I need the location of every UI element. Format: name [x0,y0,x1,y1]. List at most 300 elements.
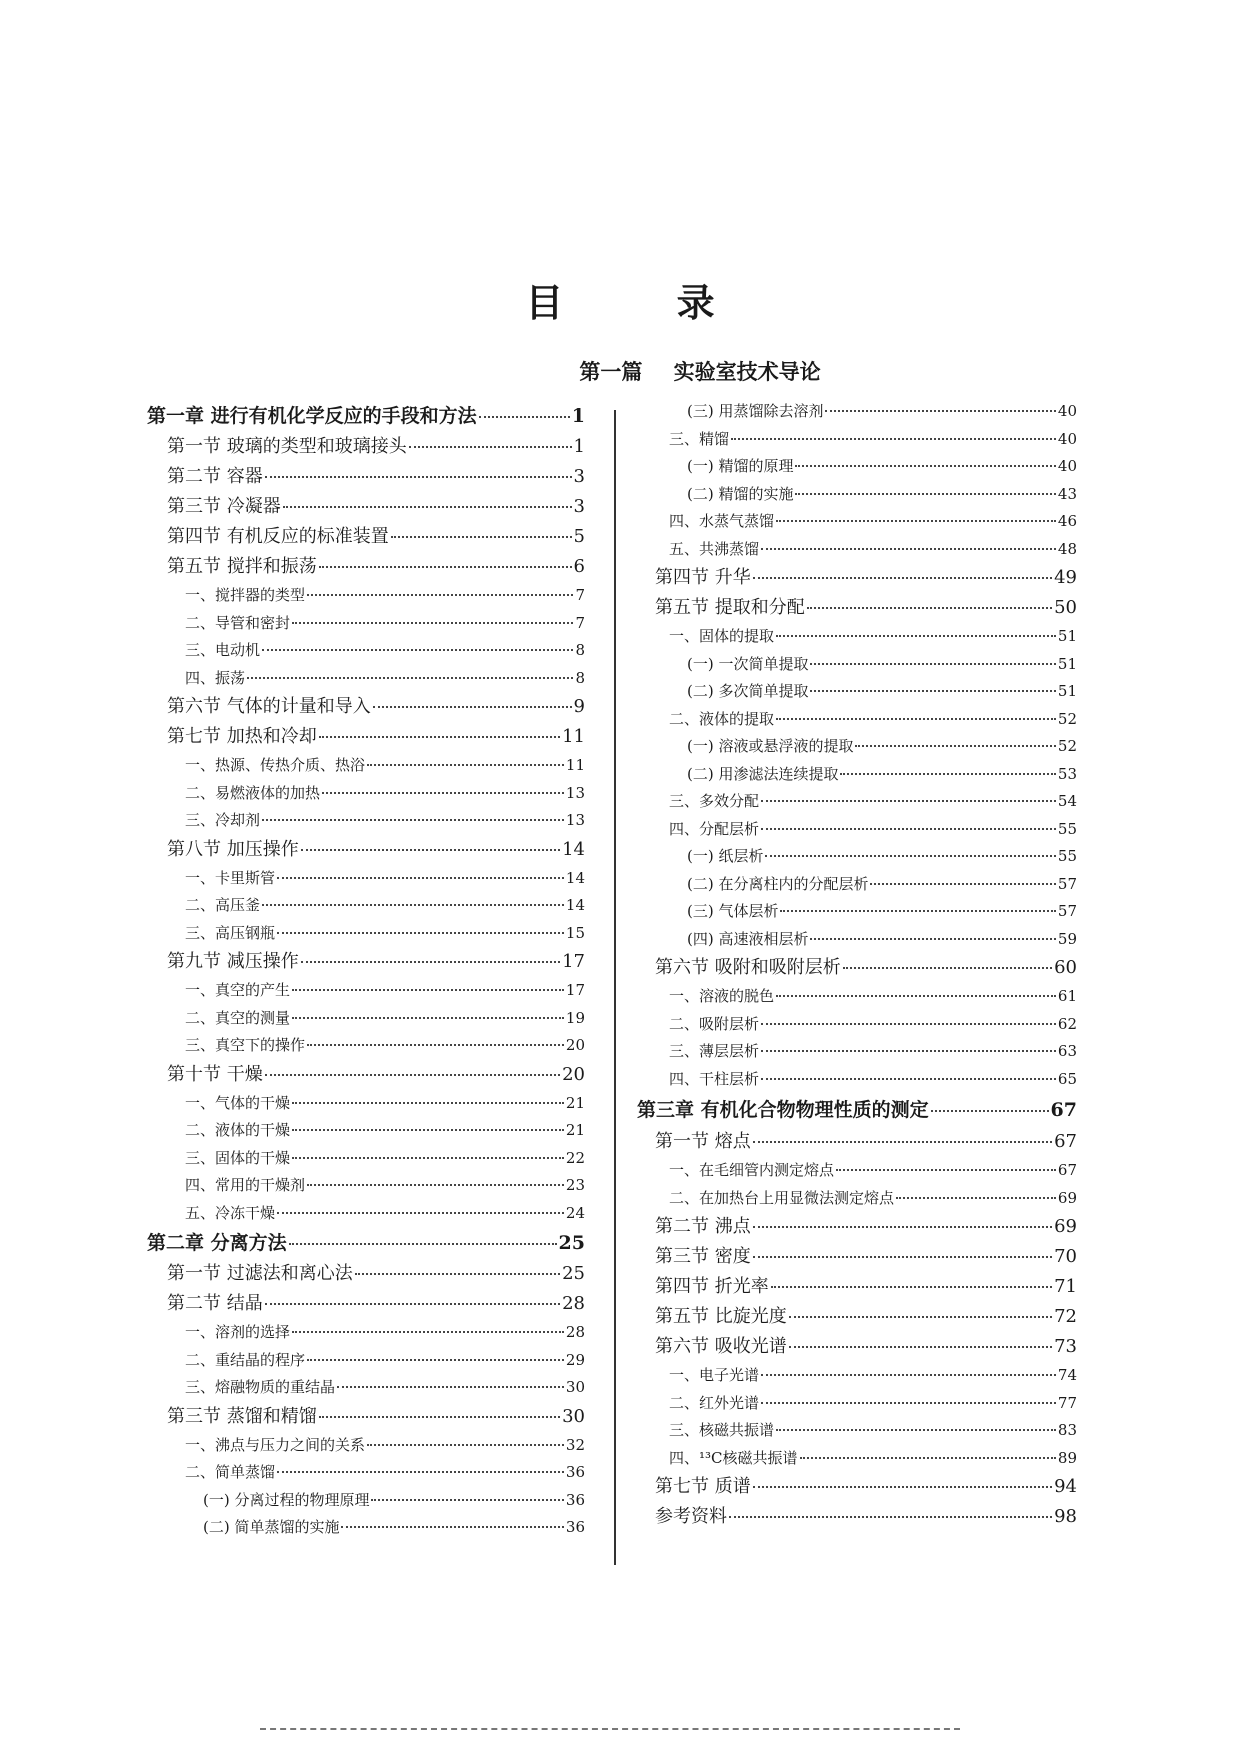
toc-entry-section[interactable] [147,432,585,462]
toc-entry-label: (一) 纸层析 [687,847,764,865]
toc-entry-label: 二、吸附层析 [669,1014,760,1033]
toc-entry-label: 一、卡里斯管 [185,868,276,887]
toc-entry-label: 三、多效分配 [669,792,760,810]
toc-entry-page-number: 51 [1057,682,1077,700]
toc-entry-sub[interactable] [147,1032,585,1060]
toc-entry-label: 第五节 提取和分配 [655,597,805,618]
dot-leader [761,1374,1056,1376]
toc-entry-page-number: 89 [1057,1448,1077,1467]
toc-entry-label: 三、熔融物质的重结晶 [185,1378,336,1396]
dot-leader [307,1044,564,1046]
toc-entry-page-number: 32 [565,1435,585,1454]
dot-leader [262,904,564,906]
toc-entry-label: 四、水蒸气蒸馏 [669,512,775,530]
toc-entry-page-number: 70 [1054,1246,1077,1267]
toc-entry-page-number: 36 [565,1490,585,1509]
dot-leader [341,1526,563,1528]
toc-entry-section[interactable] [637,1302,1077,1332]
toc-entry-chapter[interactable] [637,1093,1077,1127]
dot-leader [307,1359,564,1361]
toc-entry-sub[interactable] [637,1185,1077,1213]
dot-leader [371,1499,563,1501]
toc-entry-page-number: 43 [1057,484,1077,503]
toc-entry-section[interactable] [147,835,585,865]
toc-entry-label: 第六节 吸收光谱 [655,1336,787,1357]
toc-entry-page-number: 55 [1057,847,1077,865]
toc-entry-sub[interactable] [147,582,585,610]
toc-entry-page-number: 21 [565,1121,585,1139]
dot-leader [795,465,1055,467]
toc-entry-page-number: 8 [575,641,585,659]
toc-entry-page-number: 63 [1057,1042,1077,1060]
toc-entry-page-number: 53 [1057,764,1077,783]
dot-leader [753,577,1052,579]
dot-leader [265,476,572,478]
dot-leader [262,819,564,821]
toc-entry-label: 第三节 密度 [655,1246,751,1267]
toc-entry-label: 三、精馏 [669,429,730,448]
toc-entry-page-number: 73 [1054,1336,1077,1357]
toc-entry-sub[interactable] [637,536,1077,564]
toc-entry-page-number: 36 [565,1518,585,1536]
toc-entry-label: (二) 在分离柱内的分配层析 [687,874,869,893]
dot-leader [800,1457,1056,1459]
dot-leader [870,883,1055,885]
toc-entry-label: 四、干柱层析 [669,1069,760,1088]
toc-entry-sub[interactable] [637,1066,1077,1094]
dot-leader [262,649,573,651]
toc-entry-section[interactable] [147,492,585,522]
toc-entry-label: 第二章 分离方法 [147,1232,287,1254]
toc-entry-label: 四、常用的干燥剂 [185,1176,306,1194]
toc-entry-sub[interactable] [637,426,1077,454]
toc-entry-page-number: 24 [565,1203,585,1222]
toc-entry-label: 三、电动机 [185,641,261,659]
toc-entry-section[interactable] [637,593,1077,623]
toc-entry-page-number: 51 [1057,654,1077,673]
toc-entry-subsub[interactable] [637,871,1077,899]
toc-entry-section[interactable] [637,953,1077,983]
dot-leader [367,764,564,766]
toc-entry-page-number: 69 [1054,1216,1077,1237]
toc-entry-page-number: 3 [573,466,585,487]
toc-entry-label: 第三节 蒸馏和精馏 [167,1405,317,1427]
toc-entry-subsub[interactable] [147,1487,585,1515]
toc-entry-page-number: 17 [562,951,585,972]
toc-entry-section[interactable] [147,1402,585,1432]
toc-entry-label: (三) 用蒸馏除去溶剂 [687,402,824,420]
toc-entry-label: 一、气体的干燥 [185,1093,291,1112]
toc-entry-sub[interactable] [637,816,1077,844]
toc-entry-label: 五、冷冻干燥 [185,1203,276,1222]
toc-entry-subsub[interactable] [637,481,1077,509]
toc-entry-subsub[interactable] [637,651,1077,679]
dot-leader [810,938,1055,940]
toc-entry-page-number: 98 [1054,1506,1077,1527]
toc-entry-label: 第三节 冷凝器 [167,496,281,517]
toc-entry-sub[interactable] [147,1374,585,1402]
toc-entry-label: (一) 精馏的原理 [687,457,794,475]
toc-entry-section[interactable] [147,552,585,582]
toc-entry-page-number: 5 [573,526,585,547]
toc-entry-label: 二、真空的测量 [185,1008,291,1027]
toc-entry-label: 一、在毛细管内测定熔点 [669,1161,835,1179]
dot-leader [289,1243,557,1245]
toc-left-column [147,400,585,1542]
dot-leader [753,1486,1052,1488]
toc-entry-page-number: 22 [565,1148,585,1167]
toc-entry-page-number: 6 [573,556,585,577]
toc-entry-sub[interactable] [147,1117,585,1145]
dot-leader [761,1078,1056,1080]
toc-entry-label: 二、导管和密封 [185,613,291,632]
dot-leader [322,792,564,794]
toc-entry-page-number: 1 [571,405,585,427]
toc-entry-page-number: 25 [558,1232,585,1254]
toc-entry-page-number: 49 [1054,567,1077,588]
toc-entry-page-number: 55 [1057,819,1077,838]
toc-entry-section[interactable] [637,1212,1077,1242]
toc-entry-page-number: 30 [565,1378,585,1396]
toc-entry-sub[interactable] [147,1347,585,1375]
dot-leader [810,690,1055,692]
dot-leader [391,536,572,538]
toc-entry-page-number: 60 [1054,957,1077,978]
toc-entry-label: 第八节 加压操作 [167,838,299,860]
toc-entry-page-number: 40 [1057,402,1077,420]
toc-entry-sub[interactable] [147,1459,585,1487]
toc-entry-label: 第七节 质谱 [655,1476,751,1497]
toc-entry-sub[interactable] [147,892,585,920]
toc-entry-section[interactable] [637,1332,1077,1362]
toc-entry-section[interactable] [147,1259,585,1289]
toc-entry-subsub[interactable] [637,898,1077,926]
toc-entry-page-number: 7 [575,613,585,632]
toc-entry-label: 二、易燃液体的加热 [185,783,321,802]
toc-entry-sub[interactable] [637,1445,1077,1473]
toc-entry-label: (二) 用渗滤法连续提取 [687,764,839,783]
toc-entry-section[interactable] [637,1242,1077,1272]
toc-entry-label: 一、真空的产生 [185,981,291,999]
toc-entry-sub[interactable] [637,983,1077,1011]
dot-leader [776,718,1056,720]
toc-entry-page-number: 13 [565,811,585,829]
toc-entry-sub[interactable] [147,1090,585,1118]
toc-entry-page-number: 40 [1057,429,1077,448]
toc-entry-sub[interactable] [637,788,1077,816]
toc-entry-page-number: 29 [565,1350,585,1369]
toc-entry-label: 第一节 玻璃的类型和玻璃接头 [167,436,407,457]
toc-entry-page-number: 48 [1057,539,1077,558]
toc-entry-page-number: 69 [1057,1188,1077,1207]
toc-entry-page-number: 28 [562,1293,585,1314]
toc-entry-sub[interactable] [637,1157,1077,1185]
dot-leader [761,548,1056,550]
dot-leader [843,967,1052,969]
toc-entry-section[interactable] [147,1060,585,1090]
toc-entry-label: 第一章 进行有机化学反应的手段和方法 [147,405,477,427]
toc-entry-page-number: 11 [562,726,585,747]
toc-entry-label: 第四节 折光率 [655,1276,769,1297]
dot-leader [731,438,1056,440]
toc-entry-page-number: 50 [1054,597,1077,618]
toc-entry-sub[interactable] [637,508,1077,536]
toc-entry-label: (二) 多次简单提取 [687,682,809,700]
toc-entry-subsub[interactable] [637,926,1077,954]
toc-entry-page-number: 30 [562,1405,585,1427]
dot-leader [896,1197,1056,1199]
toc-entry-section[interactable] [147,1289,585,1319]
toc-entry-page-number: 14 [565,896,585,914]
toc-entry-label: 第六节 吸附和吸附层析 [655,957,841,978]
toc-entry-subsub[interactable] [637,761,1077,789]
toc-entry-sub[interactable] [147,1172,585,1200]
toc-entry-label: 第四节 有机反应的标准装置 [167,526,389,547]
toc-entry-label: 一、固体的提取 [669,627,775,645]
toc-entry-section[interactable] [637,1472,1077,1502]
dot-leader [761,800,1056,802]
toc-entry-label: 二、红外光谱 [669,1393,760,1412]
toc-entry-sub[interactable] [147,610,585,638]
footer-rule [260,1728,960,1730]
dot-leader [277,932,564,934]
toc-entry-sub[interactable] [147,865,585,893]
toc-entry-label: 第六节 气体的计量和导入 [167,696,371,717]
toc-entry-label: 第七节 加热和冷却 [167,726,317,747]
dot-leader [789,1346,1052,1348]
toc-entry-chapter[interactable] [147,1227,585,1259]
column-divider [614,410,616,1565]
dot-leader [292,622,573,624]
toc-entry-sub[interactable] [637,1362,1077,1390]
toc-entry-section[interactable] [147,522,585,552]
dot-leader [729,1516,1052,1518]
toc-entry-sub[interactable] [637,1038,1077,1066]
toc-entry-label: 第一节 过滤法和离心法 [167,1263,353,1284]
toc-entry-page-number: 57 [1057,902,1077,920]
toc-entry-label: 第二节 沸点 [655,1216,751,1237]
toc-entry-subsub[interactable] [637,398,1077,426]
toc-entry-page-number: 23 [565,1176,585,1194]
toc-entry-page-number: 9 [573,696,585,717]
toc-entry-sub[interactable] [147,807,585,835]
toc-entry-label: 第一节 熔点 [655,1131,751,1152]
toc-entry-sub[interactable] [637,1417,1077,1445]
dot-leader [301,849,560,851]
dot-leader [825,410,1055,412]
toc-entry-sub[interactable] [147,780,585,808]
toc-entry-label: 一、搅拌器的类型 [185,586,306,604]
toc-entry-page-number: 28 [565,1323,585,1341]
toc-entry-label: 一、电子光谱 [669,1366,760,1384]
toc-entry-label: 二、重结晶的程序 [185,1350,306,1369]
toc-entry-label: 四、振荡 [185,668,246,687]
toc-entry-sub[interactable] [637,623,1077,651]
dot-leader [776,995,1056,997]
dot-leader [810,663,1055,665]
dot-leader [292,1102,564,1104]
toc-entry-sub[interactable] [637,706,1077,734]
toc-entry-label: (一) 分离过程的物理原理 [203,1490,370,1509]
toc-entry-label: 二、高压釜 [185,896,261,914]
toc-entry-section[interactable] [637,1127,1077,1157]
dot-leader [307,1184,564,1186]
toc-entry-chapter[interactable] [147,400,585,432]
dot-leader [283,506,572,508]
dot-leader [337,1386,564,1388]
toc-entry-sub[interactable] [147,977,585,1005]
dot-leader [409,446,572,448]
toc-entry-label: 二、液体的干燥 [185,1121,291,1139]
toc-entry-page-number: 36 [565,1463,585,1481]
toc-entry-section[interactable] [147,692,585,722]
toc-entry-page-number: 15 [565,923,585,942]
dot-leader [277,877,564,879]
toc-entry-sub[interactable] [147,1200,585,1228]
toc-entry-page-number: 14 [565,868,585,887]
dot-leader [367,1444,564,1446]
toc-entry-page-number: 1 [573,436,585,457]
toc-entry-page-number: 83 [1057,1421,1077,1439]
toc-entry-page-number: 51 [1057,627,1077,645]
toc-entry-label: 二、简单蒸馏 [185,1463,276,1481]
toc-entry-label: 三、高压钢瓶 [185,923,276,942]
toc-entry-page-number: 71 [1054,1276,1077,1297]
toc-entry-label: (二) 简单蒸馏的实施 [203,1518,340,1536]
toc-entry-section[interactable] [147,722,585,752]
dot-leader [319,566,572,568]
toc-entry-page-number: 3 [573,496,585,517]
toc-entry-section[interactable] [147,462,585,492]
toc-entry-page-number: 74 [1057,1366,1077,1384]
dot-leader [307,594,573,596]
dot-leader [292,1331,564,1333]
toc-entry-subsub[interactable] [637,733,1077,761]
dot-leader [292,1017,564,1019]
toc-entry-sub[interactable] [147,752,585,780]
toc-entry-page-number: 13 [565,783,585,802]
toc-entry-page-number: 57 [1057,874,1077,893]
part-title: 第一篇 实验室技术导论 [579,360,821,384]
toc-entry-sub[interactable] [147,1145,585,1173]
toc-entry-label: 第三章 有机化合物物理性质的测定 [637,1099,929,1121]
dot-leader [319,736,560,738]
dot-leader [761,1050,1056,1052]
toc-entry-page-number: 25 [562,1263,585,1284]
toc-entry-subsub[interactable] [637,453,1077,481]
toc-entry-sub[interactable] [147,665,585,693]
toc-entry-section[interactable] [147,947,585,977]
toc-entry-page-number: 65 [1057,1069,1077,1088]
dot-leader [931,1110,1049,1112]
toc-entry-page-number: 20 [562,1063,585,1085]
dot-leader [855,745,1055,747]
toc-entry-page-number: 11 [565,756,585,774]
toc-entry-label: 第二节 容器 [167,466,263,487]
toc-entry-page-number: 62 [1057,1014,1077,1033]
toc-entry-page-number: 14 [562,838,585,860]
toc-entry-page-number: 54 [1057,792,1077,810]
dot-leader [753,1226,1052,1228]
toc-entry-label: 一、溶剂的选择 [185,1323,291,1341]
dot-leader [479,416,570,418]
toc-entry-label: 二、在加热台上用显微法测定熔点 [669,1188,895,1207]
toc-entry-page-number: 19 [565,1008,585,1027]
toc-entry-page-number: 94 [1054,1476,1077,1497]
toc-right-column [637,398,1077,1532]
dot-leader [780,910,1055,912]
toc-entry-page-number: 61 [1057,987,1077,1005]
toc-entry-label: 三、固体的干燥 [185,1148,291,1167]
toc-entry-label: 第九节 减压操作 [167,951,299,972]
toc-entry-section[interactable] [637,1502,1077,1532]
toc-entry-label: 一、沸点与压力之间的关系 [185,1435,366,1454]
toc-entry-sub[interactable] [637,1011,1077,1039]
toc-entry-label: (四) 高速液相层析 [687,929,809,948]
dot-leader [265,1074,560,1076]
toc-entry-page-number: 67 [1057,1161,1077,1179]
toc-entry-label: (三) 气体层析 [687,902,779,920]
toc-entry-label: 第五节 搅拌和振荡 [167,556,317,577]
dot-leader [277,1212,564,1214]
toc-entry-subsub[interactable] [147,1514,585,1542]
toc-entry-section[interactable] [637,563,1077,593]
toc-entry-page-number: 21 [565,1093,585,1112]
dot-leader [265,1303,560,1305]
toc-entry-label: 三、冷却剂 [185,811,261,829]
dot-leader [771,1286,1052,1288]
dot-leader [753,1256,1052,1258]
toc-entry-sub[interactable] [147,1319,585,1347]
toc-entry-label: 第二节 结晶 [167,1293,263,1314]
toc-entry-sub[interactable] [147,1432,585,1460]
toc-entry-subsub[interactable] [637,843,1077,871]
toc-entry-label: 三、薄层层析 [669,1042,760,1060]
toc-entry-sub[interactable] [637,1390,1077,1418]
toc-entry-subsub[interactable] [637,678,1077,706]
dot-leader [761,1402,1056,1404]
toc-entry-page-number: 20 [565,1036,585,1054]
toc-entry-section[interactable] [637,1272,1077,1302]
toc-entry-page-number: 17 [565,981,585,999]
toc-entry-page-number: 67 [1050,1099,1077,1121]
toc-entry-page-number: 72 [1054,1306,1077,1327]
toc-entry-sub[interactable] [147,920,585,948]
dot-leader [761,1023,1056,1025]
toc-entry-label: (一) 一次简单提取 [687,654,809,673]
dot-leader [761,828,1056,830]
toc-entry-label: 三、核磁共振谱 [669,1421,775,1439]
toc-entry-page-number: 46 [1057,512,1077,530]
dot-leader [776,635,1056,637]
toc-entry-label: 四、¹³C核磁共振谱 [669,1448,798,1467]
toc-entry-sub[interactable] [147,637,585,665]
dot-leader [292,989,564,991]
toc-entry-page-number: 8 [575,668,585,687]
dot-leader [840,773,1055,775]
toc-entry-page-number: 52 [1057,737,1077,755]
dot-leader [277,1471,564,1473]
dot-leader [776,1429,1056,1431]
toc-entry-page-number: 52 [1057,709,1077,728]
dot-leader [355,1273,560,1275]
dot-leader [301,961,560,963]
toc-entry-label: (二) 精馏的实施 [687,484,794,503]
toc-entry-label: 第五节 比旋光度 [655,1306,787,1327]
dot-leader [319,1416,560,1418]
toc-entry-sub[interactable] [147,1005,585,1033]
toc-entry-page-number: 7 [575,586,585,604]
